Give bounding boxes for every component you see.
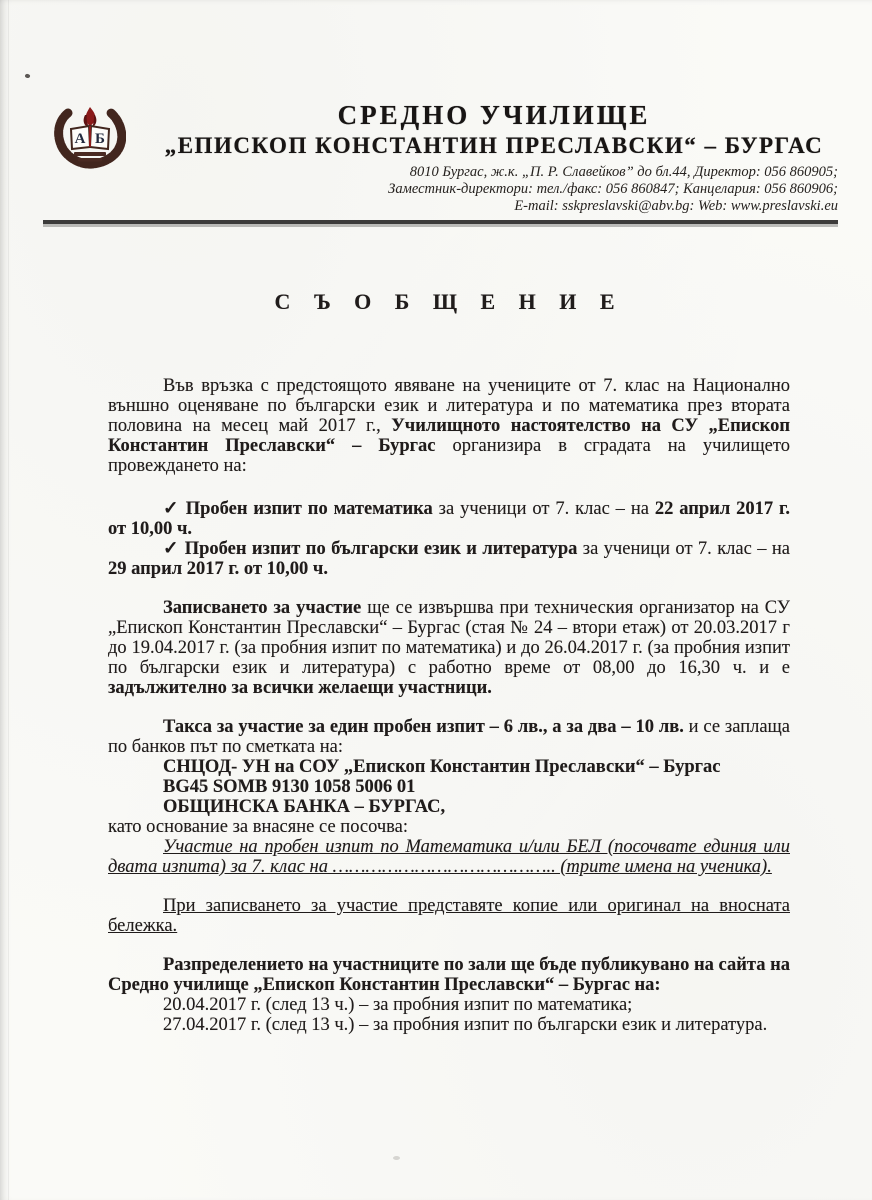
letterhead <box>150 100 838 215</box>
contact-address-line: 8010 Бургас, ж.к. „П. Р. Славейков” до бл.44, Директор: 056 860905; <box>409 164 838 180</box>
paragraph-intro <box>108 376 790 476</box>
document-body <box>108 289 790 1035</box>
room-allocation-heading: Разпределението на участниците по зали ще бъде публикувано на сайта на Средно училище „Епископ Константин Преславски“ – Бургас на: <box>108 955 790 995</box>
bank-name: ОБЩИНСКА БАНКА – БУРГАС, <box>163 797 446 817</box>
text-segment-bold: Пробен изпит по български език и литература <box>184 539 578 559</box>
text-segment-underline: При записването за участие представяте копие или оригинал на вносната бележка. <box>108 896 790 936</box>
bullet-item-math <box>108 499 790 539</box>
school-name-heading: „ЕПИСКОП КОНСТАНТИН ПРЕСЛАВСКИ“ – БУРГАС <box>164 133 824 158</box>
paragraph-signup <box>108 598 790 698</box>
check-icon: ✓ <box>163 539 180 559</box>
paragraph-fee <box>108 717 790 757</box>
text-segment: и се заплаща по банков път по сметката на: <box>108 717 790 757</box>
school-logo-icon <box>54 103 126 169</box>
text-segment: Във връзка с предстоящото явяване на учениците от 7. клас на Национално външно оценяване по български език и литература и по математика през втората половина на месец май 2017 г., <box>108 376 790 436</box>
paragraph-room-allocation <box>108 955 790 1035</box>
school-type-heading: СРЕДНО УЧИЛИЩЕ <box>337 100 651 130</box>
text-segment-bold: 22 април 2017 г. от 10,00 ч. <box>108 499 790 539</box>
room-allocation-date-bel: 27.04.2017 г. (след 13 ч.) – за пробния изпит по български език и литература. <box>163 1015 768 1035</box>
header-divider <box>43 220 838 224</box>
bank-iban: BG45 SOMB 9130 1058 5006 01 <box>163 777 416 797</box>
book-icon <box>71 126 109 149</box>
text-segment: ще се извършва при техническия организатор на СУ „Епископ Константин Преславски“ – Бургас (стая № 24 – втори етаж) от 20.03.2017 г до 19.04.2017 г. (за пробния изпит по математика) и до 26.04.2017 г. (за пробния изпит по български език и литература) с работно време от 08,00 до 16,30 ч. и е <box>108 598 790 678</box>
text-segment-bold: задължително за всички желаещи участници. <box>108 678 492 698</box>
emblem-letter-a: А <box>74 131 86 147</box>
banner-ribbon <box>74 152 106 162</box>
text-segment-bold: Пробен изпит по математика <box>185 499 433 519</box>
paragraph-receipt <box>108 896 790 936</box>
scan-speck <box>24 73 30 79</box>
bank-account-holder: СНЦОД- УН на СОУ „Епископ Константин Преславски“ – Бургас <box>163 757 721 777</box>
check-icon: ✓ <box>163 499 180 519</box>
paragraph-reason: като основание за внасяне се посочва: <box>108 817 409 837</box>
emblem-letter-b: Б <box>95 131 105 147</box>
bank-details <box>108 757 790 817</box>
text-segment-bold: Училищното настоятелство на СУ „Епископ Константин Преславски“ – Бургас <box>108 416 790 456</box>
contact-email-web-line: E-mail: sskpreslavski@abv.bg: Web: www.preslavski.eu <box>514 198 838 214</box>
paragraph-payment-reference <box>108 837 790 877</box>
text-segment: за ученици от 7. клас – на <box>432 499 655 519</box>
text-segment-italic-underline: Участие на пробен изпит по Математика и/или БЕЛ (посочвате единия или двата изпита) за 7. клас на ………………………………….. (трите имена на ученика). <box>108 837 790 877</box>
text-segment-bold: Такса за участие за един пробен изпит – 6 лв., а за два – 10 лв. <box>163 717 684 737</box>
text-segment-bold: Записването за участие <box>163 598 362 618</box>
bullet-item-bel <box>108 539 790 579</box>
exam-list <box>108 499 790 579</box>
room-allocation-date-math: 20.04.2017 г. (след 13 ч.) – за пробния изпит по математика; <box>163 995 633 1015</box>
contact-info <box>150 164 838 215</box>
text-segment-bold: 29 април 2017 г. от 10,00 ч. <box>108 559 328 579</box>
scan-speck <box>393 1156 400 1160</box>
contact-phones-line: Заместник-директори: тел./факс: 056 860847; Канцелария: 056 860906; <box>388 181 838 197</box>
text-segment: организира в сградата на училището провеждането на: <box>108 436 790 476</box>
document-title: С Ъ О Б Щ Е Н И Е <box>274 289 624 314</box>
scan-edge-artifact <box>8 0 9 1200</box>
text-segment: за ученици от 7. клас – на <box>577 539 790 559</box>
flame-icon <box>84 107 97 127</box>
